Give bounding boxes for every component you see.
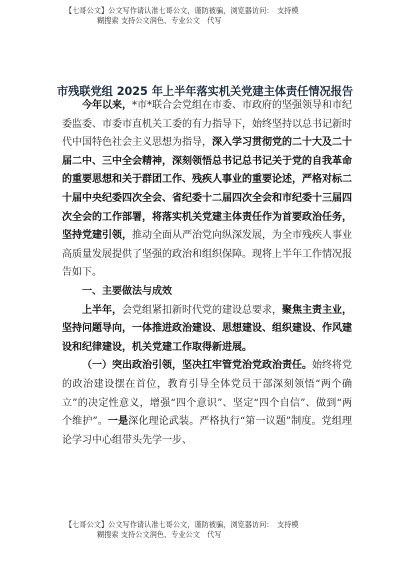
overview-emphasis: 聚焦主责主业，坚持问题导向，一体推进政治建设、思想建设、组织建设、作风建设和纪律建设，机关党建工作取得新进展。 <box>62 304 352 353</box>
paragraph-political <box>62 357 352 450</box>
page-header-watermark <box>65 6 365 26</box>
intro-lead: 今年以来， <box>82 100 132 111</box>
intro-text-1: *市*联合会党组在市委、市政府的坚强领导和市纪委监委、市委市直机关工委的有力指导下，始终坚持以总书记新时代中国特色社会主义思想为指导， <box>62 100 352 149</box>
document-title: 市残联党组 2025 年上半年落实机关党建主体责任情况报告 <box>56 85 354 98</box>
political-text-2: 深化理论武装。严格执行“第一议题”制度。党组理论学习中心组带头先学一步、 <box>62 416 352 446</box>
section-heading-1: 一、主要做法与成效 <box>82 285 172 297</box>
political-text-1: 始终将党的政治建设摆在首位，教育引导全体党员干部深刻领悟“两个确立”的决定性意义，增强“四个意识”、坚定“四个自信”、做到“两个维护”。 <box>62 360 352 428</box>
paragraph-overview <box>62 302 352 358</box>
header-line-2: 糊搜索 支持公文润色、专业公文 代写 <box>97 16 222 25</box>
intro-emphasis: 坚持党建引领， <box>62 230 132 242</box>
political-point-one: 一是 <box>107 416 129 428</box>
footer-line-1: 【七哥公文】公文写作请认准七哥公文，谨防被骗，浏览器访问： 支持模 <box>65 520 299 529</box>
intro-text-3: 推动全面从严治党向纵深发展，为全市残疾人事业高质量发展提供了坚强的政治和组织保障。现将上半年工作情况报告如下。 <box>62 230 352 279</box>
footer-line-2: 糊搜索 支持公文润色、专业公文 代写 <box>97 530 222 539</box>
page-footer-watermark <box>65 520 365 540</box>
overview-text-1: 会党组紧扣新时代党的建设总要求， <box>122 304 282 316</box>
overview-lead: 上半年， <box>82 304 122 316</box>
subheading-political-leadership: （一）突出政治引领，坚决扛牢管党治党政治责任。 <box>82 360 312 372</box>
header-line-1: 【七哥公文】公文写作请认准七哥公文，谨防被骗，浏览器访问： 支持模 <box>65 6 299 15</box>
paragraph-intro <box>62 97 352 283</box>
document-body <box>62 97 352 450</box>
intro-text-2: 深入学习贯彻党的二十大及二十届二中、三中全会精神，深刻领悟总书记总书记关于党的自我革命的重要思想和关于群团工作、残疾人事业的重要论述，严格对标二十届中央纪委四次全会、省纪委十二届四次全会和市纪委十三届四次全会的工作部署，将落实机关党建主体责任作为首要政治任务， <box>62 137 352 223</box>
